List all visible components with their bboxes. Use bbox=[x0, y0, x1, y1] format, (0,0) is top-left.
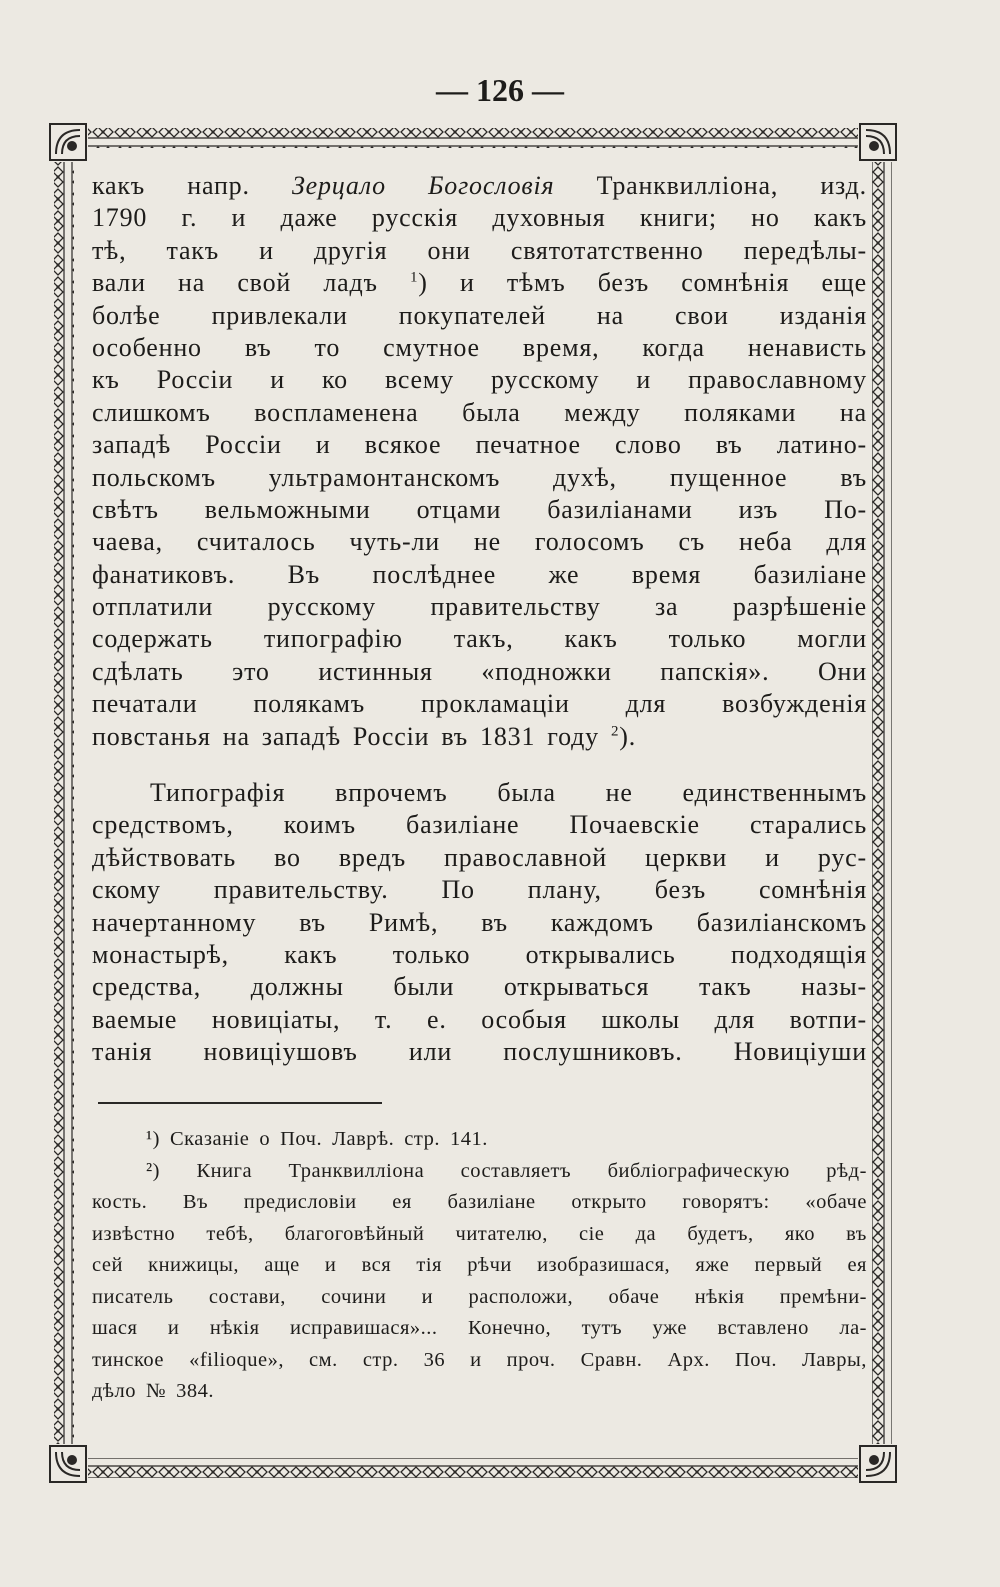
footnote-line: ²) Книга Транквилліона составляетъ библіографическую рѣд- bbox=[146, 1159, 867, 1182]
text-line: болѣе привлекали покупателей на свои изданія bbox=[92, 300, 867, 330]
text-line: какъ напр. Зерцало Богословія Транквилліона, изд. bbox=[92, 171, 867, 200]
page-number: — 126 — bbox=[436, 72, 564, 108]
footnote-line: писатель состави, сочини и расположи, обаче нѣкія премѣни- bbox=[92, 1285, 867, 1308]
text-line: начертанному въ Римѣ, въ каждомъ базиліанскомъ bbox=[92, 907, 867, 937]
text-line: свѣтъ вельможными отцами базиліанами изъ По- bbox=[92, 494, 867, 524]
text-line: 1790 г. и даже русскія духовныя книги; но какъ bbox=[92, 203, 867, 233]
text-line: фанатиковъ. Въ послѣднее же время базиліане bbox=[92, 559, 867, 589]
text-line: слишкомъ воспламенена была между поляками на bbox=[92, 397, 867, 427]
text-line: отплатили русскому правительству за разрѣшеніе bbox=[92, 592, 867, 622]
text-line: особенно въ то смутное время, когда ненависть bbox=[92, 332, 867, 362]
text-line: къ Россіи и ко всему русскому и православному bbox=[92, 365, 867, 395]
text-line: польскомъ ультрамонтанскомъ духѣ, пущенное въ bbox=[92, 462, 867, 492]
text-line: средства, должны были открываться такъ назы- bbox=[92, 972, 867, 1002]
text-line: вали на свой ладъ $^1$) и тѣмъ безъ сомнѣнія еще bbox=[92, 268, 867, 298]
footnote-line: извѣстно тебѣ, благоговѣйный читателю, сіе да будетъ, яко въ bbox=[92, 1222, 867, 1245]
footnote-line: сей книжицы, аще и вся тія рѣчи изобразишася, яже первый ея bbox=[92, 1254, 867, 1276]
text-line: дѣйствовать во вредъ православной церкви и рус- bbox=[92, 842, 867, 872]
footnote-line: ¹) Сказаніе о Поч. Лаврѣ. стр. 141. bbox=[146, 1128, 488, 1150]
text-line: чаева, считалось чуть-ли не голосомъ съ неба для bbox=[92, 527, 867, 557]
footnote-rule bbox=[98, 1102, 382, 1104]
text-line: печатали полякамъ прокламаціи для возбужденія bbox=[92, 689, 867, 719]
text-line: монастырѣ, какъ только открывались подходящія bbox=[92, 939, 867, 969]
footnote-line: тинское «filioque», см. стр. 36 и проч. Сравн. Арх. Поч. Лавры, bbox=[92, 1348, 867, 1371]
footnote-line: шася и нѣкія исправишася»... Конечно, тутъ уже вставлено ла- bbox=[92, 1317, 867, 1339]
text-line: скому правительству. По плану, безъ сомнѣнія bbox=[92, 875, 867, 905]
text-line: ваемые новиціаты, т. е. особыя школы для вотпи- bbox=[92, 1004, 867, 1034]
footnote-line: дѣло № 384. bbox=[92, 1380, 214, 1402]
text-line: повстанья на западѣ Россіи въ 1831 году $^2$). bbox=[92, 721, 637, 751]
footnotes bbox=[92, 1124, 867, 1408]
text-line: танія новиціушовъ или послушниковъ. Новиціуши bbox=[92, 1037, 867, 1067]
text-line: содержать типографію такъ, какъ только могли bbox=[92, 624, 867, 654]
text-line: Типографія впрочемъ была не единственнымъ bbox=[150, 778, 867, 808]
text-line: тѣ, такъ и другія они святотатственно передѣлы- bbox=[92, 235, 867, 265]
main-text bbox=[92, 170, 867, 1069]
text-line: средствомъ, коимъ базиліане Почаевскіе старались bbox=[92, 810, 867, 840]
text-line: западѣ Россіи и всякое печатное слово въ латино- bbox=[92, 430, 867, 460]
text-line: сдѣлать это истинныя «подножки папскія». Они bbox=[92, 656, 867, 686]
footnote-line: кость. Въ предисловіи ея базиліане открыто говорятъ: «обаче bbox=[92, 1191, 867, 1213]
